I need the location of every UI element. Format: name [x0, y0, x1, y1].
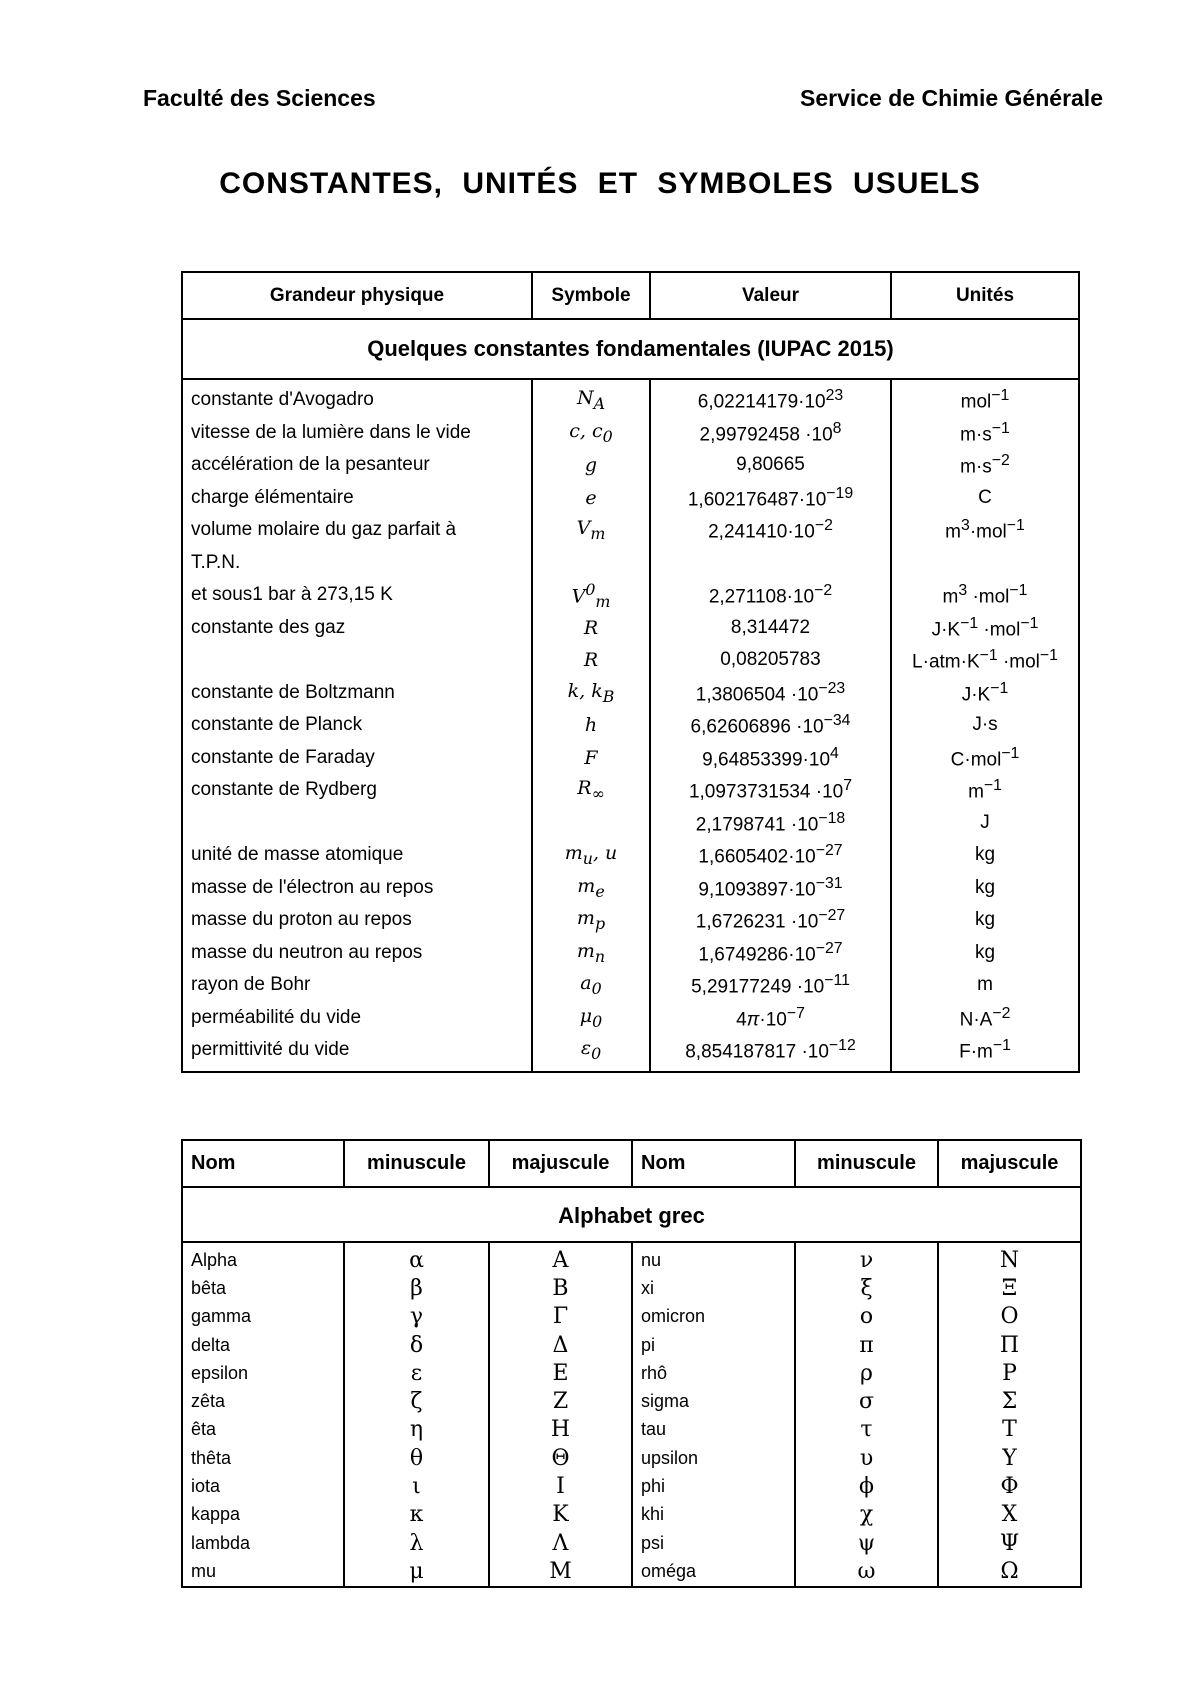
quantity-cell: constante de Faraday [182, 742, 532, 775]
faculty-header: Faculté des Sciences [143, 85, 376, 111]
unit-cell: $m\cdot s^{-2}$ [891, 449, 1079, 482]
table-row [182, 969, 1079, 1002]
column-header-symbol: Symbole [532, 272, 650, 319]
table-row [182, 644, 1079, 677]
letter-name-cell: delta [182, 1331, 344, 1359]
uppercase-letter-cell: Φ [938, 1472, 1081, 1500]
column-header-units: Unités [891, 272, 1079, 319]
letter-name-cell: tau [632, 1416, 795, 1444]
lowercase-letter-cell: ε [344, 1359, 489, 1387]
quantity-cell: T.P.N. [182, 547, 532, 580]
uppercase-letter-cell: Δ [489, 1331, 632, 1359]
symbol-cell: $V^0_m$ [532, 579, 650, 612]
uppercase-letter-cell: Ρ [938, 1359, 1081, 1387]
column-header-lowercase-left: minuscule [344, 1140, 489, 1187]
constants-table-body [182, 379, 1079, 1072]
symbol-cell: $a_0$ [532, 969, 650, 1002]
value-cell: $1,602176487\cdot 10^{-19}$ [650, 482, 891, 515]
letter-name-cell: xi [632, 1274, 795, 1302]
column-header-name-right: Nom [632, 1140, 795, 1187]
quantity-cell: vitesse de la lumière dans le vide [182, 417, 532, 450]
lowercase-letter-cell: τ [795, 1416, 938, 1444]
table-row [182, 677, 1079, 710]
constants-table [181, 271, 1080, 1073]
unit-cell: kg [891, 839, 1079, 872]
lowercase-letter-cell: λ [344, 1529, 489, 1557]
unit-cell: $m^3\cdot mol^{-1}$ [891, 514, 1079, 547]
unit-cell: J [891, 807, 1079, 840]
value-cell: $1,6749286\cdot 10^{-27}$ [650, 937, 891, 970]
lowercase-letter-cell: γ [344, 1303, 489, 1331]
quantity-cell: accélération de la pesanteur [182, 449, 532, 482]
value-cell: $9,1093897\cdot 10^{-31}$ [650, 872, 891, 905]
lowercase-letter-cell: ψ [795, 1529, 938, 1557]
table-row [182, 1331, 1081, 1359]
page-title: CONSTANTES, UNITÉS ET SYMBOLES USUELS [219, 167, 981, 200]
letter-name-cell: sigma [632, 1387, 795, 1415]
lowercase-letter-cell: δ [344, 1331, 489, 1359]
letter-name-cell: khi [632, 1501, 795, 1529]
quantity-cell: constante de Planck [182, 709, 532, 742]
table-row [182, 449, 1079, 482]
lowercase-letter-cell: η [344, 1416, 489, 1444]
lowercase-letter-cell: β [344, 1274, 489, 1302]
value-cell [650, 547, 891, 580]
greek-alphabet-table [181, 1139, 1082, 1588]
quantity-cell: constante de Rydberg [182, 774, 532, 807]
unit-cell: J·s [891, 709, 1079, 742]
unit-cell: $m^3 \cdot mol^{-1}$ [891, 579, 1079, 612]
unit-cell: C [891, 482, 1079, 515]
table-row [182, 709, 1079, 742]
table-row [182, 1472, 1081, 1500]
value-cell: 0,08205783 [650, 644, 891, 677]
table-row [182, 839, 1079, 872]
quantity-cell: et sous1 bar à 273,15 K [182, 579, 532, 612]
quantity-cell [182, 644, 532, 677]
constants-table-caption: Quelques constantes fondamentales (IUPAC 2015) [182, 319, 1079, 379]
letter-name-cell: oméga [632, 1557, 795, 1586]
unit-cell: $m^{-1}$ [891, 774, 1079, 807]
greek-table-caption: Alphabet grec [182, 1187, 1081, 1242]
letter-name-cell: rhô [632, 1359, 795, 1387]
lowercase-letter-cell: ι [344, 1472, 489, 1500]
value-cell: $1,6605402\cdot 10^{-27}$ [650, 839, 891, 872]
symbol-cell: R [532, 644, 650, 677]
unit-cell: $L\cdot atm\cdot K^{-1} \cdot mol^{-1}$ [891, 644, 1079, 677]
value-cell: $2,241410\cdot 10^{-2}$ [650, 514, 891, 547]
column-header-value: Valeur [650, 272, 891, 319]
letter-name-cell: kappa [182, 1501, 344, 1529]
uppercase-letter-cell: Α [489, 1242, 632, 1274]
uppercase-letter-cell: Ε [489, 1359, 632, 1387]
uppercase-letter-cell: Β [489, 1274, 632, 1302]
quantity-cell: constante des gaz [182, 612, 532, 645]
symbol-cell: c, $c_0$ [532, 417, 650, 450]
table-row [182, 1444, 1081, 1472]
value-cell: 9,80665 [650, 449, 891, 482]
letter-name-cell: nu [632, 1242, 795, 1274]
value-cell: $8,854187817 \cdot 10^{-12}$ [650, 1034, 891, 1072]
lowercase-letter-cell: π [795, 1331, 938, 1359]
uppercase-letter-cell: Υ [938, 1444, 1081, 1472]
lowercase-letter-cell: ζ [344, 1387, 489, 1415]
unit-cell: m [891, 969, 1079, 1002]
symbol-cell [532, 547, 650, 580]
lowercase-letter-cell: ν [795, 1242, 938, 1274]
quantity-cell [182, 807, 532, 840]
letter-name-cell: upsilon [632, 1444, 795, 1472]
table-row [182, 379, 1079, 417]
table-row [182, 872, 1079, 905]
uppercase-letter-cell: Θ [489, 1444, 632, 1472]
uppercase-letter-cell: Μ [489, 1557, 632, 1586]
lowercase-letter-cell: θ [344, 1444, 489, 1472]
unit-cell: $F\cdot m^{-1}$ [891, 1034, 1079, 1072]
table-row [182, 904, 1079, 937]
table-row [182, 1034, 1079, 1072]
value-cell: $1,3806504 \cdot 10^{-23}$ [650, 677, 891, 710]
quantity-cell: rayon de Bohr [182, 969, 532, 1002]
symbol-cell: $m_e$ [532, 872, 650, 905]
unit-cell: C·mol$^{-1}$ [891, 742, 1079, 775]
table-row [182, 1303, 1081, 1331]
constants-table-container [181, 271, 1080, 1073]
table-row [182, 1387, 1081, 1415]
symbol-cell: k, $k_B$ [532, 677, 650, 710]
uppercase-letter-cell: Ζ [489, 1387, 632, 1415]
uppercase-letter-cell: Ν [938, 1242, 1081, 1274]
unit-cell: kg [891, 904, 1079, 937]
uppercase-letter-cell: Ι [489, 1472, 632, 1500]
symbol-cell: $\varepsilon_0$ [532, 1034, 650, 1072]
quantity-cell: constante d'Avogadro [182, 379, 532, 417]
lowercase-letter-cell: ο [795, 1303, 938, 1331]
table-row [182, 1416, 1081, 1444]
letter-name-cell: omicron [632, 1303, 795, 1331]
uppercase-letter-cell: Η [489, 1416, 632, 1444]
letter-name-cell: epsilon [182, 1359, 344, 1387]
uppercase-letter-cell: Τ [938, 1416, 1081, 1444]
symbol-cell: e [532, 482, 650, 515]
letter-name-cell: gamma [182, 1303, 344, 1331]
symbol-cell: $m_u$, u [532, 839, 650, 872]
table-row [182, 937, 1079, 970]
symbol-cell [532, 807, 650, 840]
symbol-cell: F [532, 742, 650, 775]
letter-name-cell: Alpha [182, 1242, 344, 1274]
lowercase-letter-cell: ρ [795, 1359, 938, 1387]
table-row [182, 1557, 1081, 1586]
column-header-uppercase-left: majuscule [489, 1140, 632, 1187]
value-cell: $1,0973731534 \cdot 10^7$ [650, 774, 891, 807]
uppercase-letter-cell: Ω [938, 1557, 1081, 1586]
symbol-cell: $m_p$ [532, 904, 650, 937]
column-header-uppercase-right: majuscule [938, 1140, 1081, 1187]
quantity-cell: masse de l'électron au repos [182, 872, 532, 905]
letter-name-cell: êta [182, 1416, 344, 1444]
table-row [182, 1242, 1081, 1274]
table-row [182, 612, 1079, 645]
table-row [182, 807, 1079, 840]
letter-name-cell: thêta [182, 1444, 344, 1472]
column-header-quantity: Grandeur physique [182, 272, 532, 319]
symbol-cell: $R_\infty$ [532, 774, 650, 807]
greek-table-body [182, 1242, 1081, 1587]
letter-name-cell: mu [182, 1557, 344, 1586]
table-row [182, 579, 1079, 612]
symbol-cell: $V_m$ [532, 514, 650, 547]
symbol-cell: R [532, 612, 650, 645]
uppercase-letter-cell: Γ [489, 1303, 632, 1331]
symbol-cell: $\mu_0$ [532, 1002, 650, 1035]
letter-name-cell: iota [182, 1472, 344, 1500]
lowercase-letter-cell: χ [795, 1501, 938, 1529]
value-cell: $4\pi\cdot 10^{-7}$ [650, 1002, 891, 1035]
unit-cell: $J\cdot K^{-1}$ [891, 677, 1079, 710]
symbol-cell: g [532, 449, 650, 482]
lowercase-letter-cell: ξ [795, 1274, 938, 1302]
table-row [182, 1501, 1081, 1529]
column-header-name-left: Nom [182, 1140, 344, 1187]
quantity-cell: perméabilité du vide [182, 1002, 532, 1035]
unit-cell [891, 547, 1079, 580]
quantity-cell: constante de Boltzmann [182, 677, 532, 710]
letter-name-cell: pi [632, 1331, 795, 1359]
letter-name-cell: zêta [182, 1387, 344, 1415]
quantity-cell: unité de masse atomique [182, 839, 532, 872]
symbol-cell: $N_A$ [532, 379, 650, 417]
quantity-cell: masse du neutron au repos [182, 937, 532, 970]
quantity-cell: volume molaire du gaz parfait à [182, 514, 532, 547]
value-cell: 8,314472 [650, 612, 891, 645]
uppercase-letter-cell: Ξ [938, 1274, 1081, 1302]
value-cell: $9,64853399\cdot 10^4$ [650, 742, 891, 775]
uppercase-letter-cell: Λ [489, 1529, 632, 1557]
value-cell: $1,6726231 \cdot 10^{-27}$ [650, 904, 891, 937]
table-row [182, 1529, 1081, 1557]
unit-cell: kg [891, 937, 1079, 970]
unit-cell: $m\cdot s^{-1}$ [891, 417, 1079, 450]
unit-cell: kg [891, 872, 1079, 905]
lowercase-letter-cell: ω [795, 1557, 938, 1586]
quantity-cell: masse du proton au repos [182, 904, 532, 937]
value-cell: $2,99792458 \cdot 10^8$ [650, 417, 891, 450]
table-row [182, 417, 1079, 450]
lowercase-letter-cell: σ [795, 1387, 938, 1415]
value-cell: $2,1798741 \cdot 10^{-18}$ [650, 807, 891, 840]
symbol-cell: $m_n$ [532, 937, 650, 970]
table-row [182, 1274, 1081, 1302]
column-header-lowercase-right: minuscule [795, 1140, 938, 1187]
uppercase-letter-cell: Ψ [938, 1529, 1081, 1557]
letter-name-cell: phi [632, 1472, 795, 1500]
table-row [182, 1359, 1081, 1387]
uppercase-letter-cell: Ο [938, 1303, 1081, 1331]
lowercase-letter-cell: ϕ [795, 1472, 938, 1500]
uppercase-letter-cell: Κ [489, 1501, 632, 1529]
service-header: Service de Chimie Générale [800, 85, 1103, 111]
value-cell: $5,29177249 \cdot 10^{-11}$ [650, 969, 891, 1002]
letter-name-cell: bêta [182, 1274, 344, 1302]
lowercase-letter-cell: υ [795, 1444, 938, 1472]
uppercase-letter-cell: Χ [938, 1501, 1081, 1529]
value-cell: $2,271108\cdot 10^{-2}$ [650, 579, 891, 612]
greek-table-container [181, 1139, 1080, 1588]
value-cell: $6,02214179\cdot 10^{23}$ [650, 379, 891, 417]
lowercase-letter-cell: κ [344, 1501, 489, 1529]
unit-cell: $N\cdot A^{-2}$ [891, 1002, 1079, 1035]
table-row [182, 514, 1079, 547]
lowercase-letter-cell: μ [344, 1557, 489, 1586]
unit-cell: mol$^{-1}$ [891, 379, 1079, 417]
table-row [182, 774, 1079, 807]
table-row [182, 482, 1079, 515]
unit-cell: $J\cdot K^{-1} \cdot mol^{-1}$ [891, 612, 1079, 645]
letter-name-cell: psi [632, 1529, 795, 1557]
symbol-cell: h [532, 709, 650, 742]
value-cell: $6,62606896 \cdot 10^{-34}$ [650, 709, 891, 742]
quantity-cell: charge élémentaire [182, 482, 532, 515]
uppercase-letter-cell: Π [938, 1331, 1081, 1359]
table-row [182, 742, 1079, 775]
table-row [182, 547, 1079, 580]
table-row [182, 1002, 1079, 1035]
quantity-cell: permittivité du vide [182, 1034, 532, 1072]
lowercase-letter-cell: α [344, 1242, 489, 1274]
uppercase-letter-cell: Σ [938, 1387, 1081, 1415]
letter-name-cell: lambda [182, 1529, 344, 1557]
